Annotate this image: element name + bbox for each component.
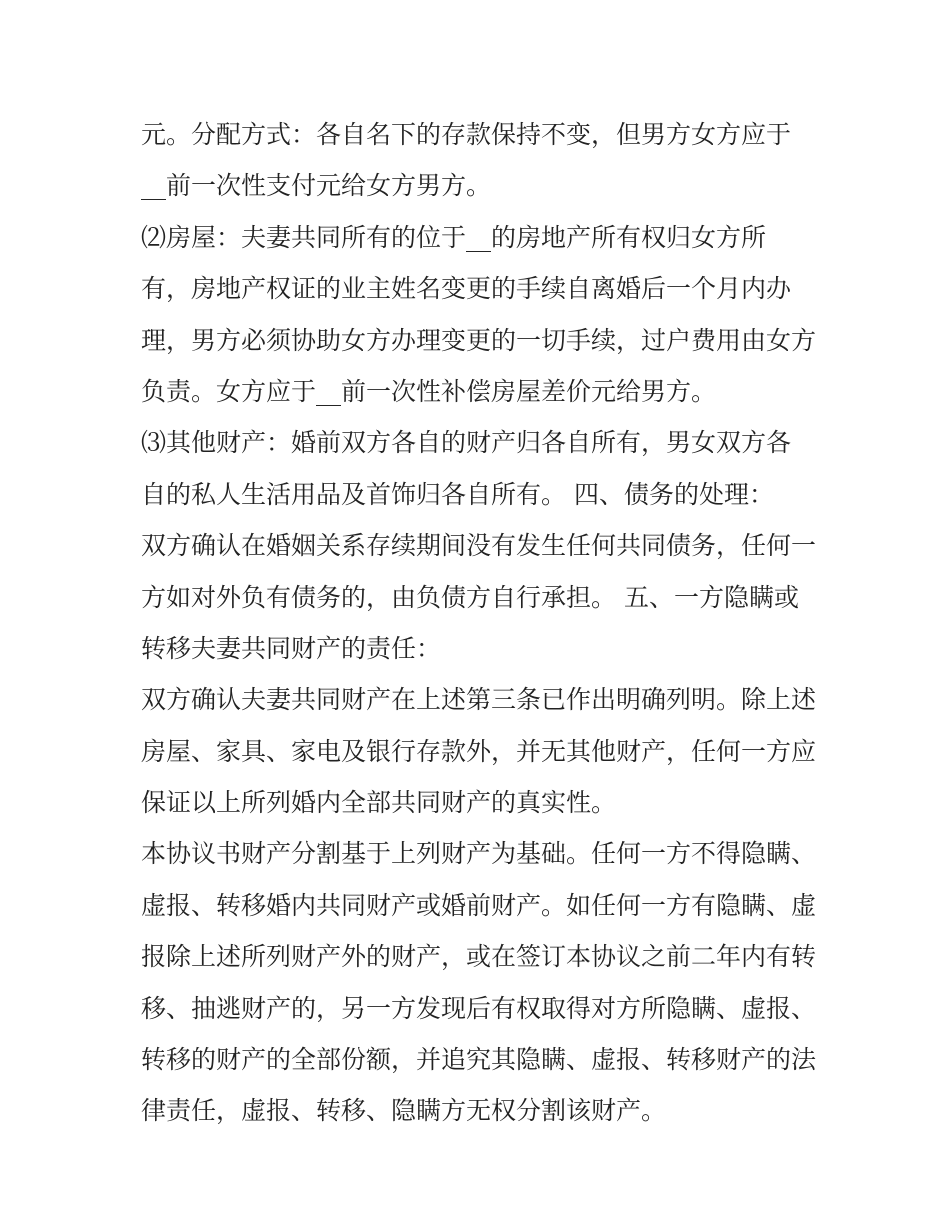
text-line: 虚报、转移婚内共同财产或婚前财产。如任何一方有隐瞒、虚 bbox=[141, 890, 817, 920]
text-line: ⑶其他财产：婚前双方各自的财产归各自所有，男女双方各 bbox=[141, 428, 792, 458]
text-line: 自的私人生活用品及首饰归各自所有。 四、债务的处理： bbox=[141, 479, 774, 509]
text-line: 转移夫妻共同财产的责任： bbox=[141, 633, 442, 663]
text-line: __前一次性支付元给女方男方。 bbox=[141, 171, 492, 201]
document-body bbox=[141, 109, 821, 1137]
text-line: 负责。女方应于__前一次性补偿房屋差价元给男方。 bbox=[141, 376, 717, 406]
text-line: 保证以上所列婚内全部共同财产的真实性。 bbox=[141, 788, 617, 818]
text-line: 方如对外负有债务的，由负债方自行承担。 五、一方隐瞒或 bbox=[141, 582, 799, 612]
text-line: 房屋、家具、家电及银行存款外，并无其他财产，任何一方应 bbox=[141, 736, 817, 766]
text-line: 双方确认夫妻共同财产在上述第三条已作出明确列明。除上述 bbox=[141, 685, 817, 715]
text-line: 律责任，虚报、转移、隐瞒方无权分割该财产。 bbox=[141, 1096, 667, 1126]
text-line: 移、抽逃财产的，另一方发现后有权取得对方所隐瞒、虚报、 bbox=[141, 993, 817, 1023]
text-line: 理，男方必须协助女方办理变更的一切手续，过户费用由女方 bbox=[141, 325, 817, 355]
text-line: 元。分配方式：各自名下的存款保持不变，但男方女方应于 bbox=[141, 120, 792, 149]
text-line: ⑵房屋：夫妻共同所有的位于__的房地产所有权归女方所 bbox=[141, 222, 767, 252]
text-line: 转移的财产的全部份额，并追究其隐瞒、虚报、转移财产的法 bbox=[141, 1045, 817, 1075]
text-line: 双方确认在婚姻关系存续期间没有发生任何共同债务，任何一 bbox=[141, 531, 817, 561]
text-line: 有，房地产权证的业主姓名变更的手续自离婚后一个月内办 bbox=[141, 274, 792, 304]
text-line: 本协议书财产分割基于上列财产为基础。任何一方不得隐瞒、 bbox=[141, 839, 817, 869]
text-line: 报除上述所列财产外的财产，或在签订本协议之前二年内有转 bbox=[141, 942, 817, 972]
